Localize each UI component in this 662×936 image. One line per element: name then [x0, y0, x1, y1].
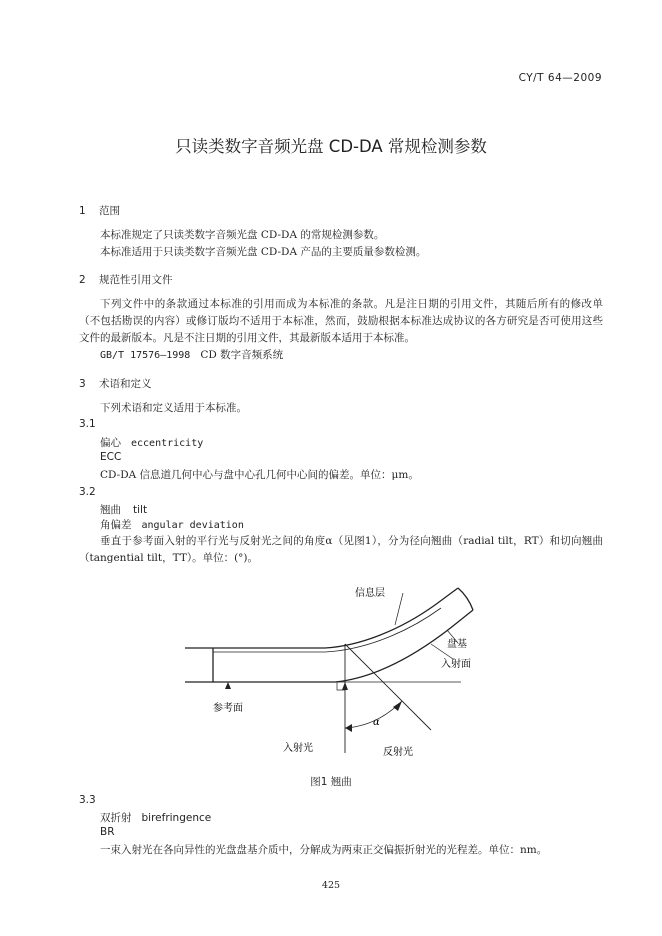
reflected-light-line: [345, 644, 431, 730]
label-info-layer: 信息层: [355, 588, 385, 599]
standard-number: CY/T 64—2009: [518, 72, 602, 84]
term-zh: 偏心: [100, 437, 121, 449]
section-number: 3: [79, 378, 86, 390]
term-3-1-definition: CD-DA 信息道几何中心与盘中心孔几何中心间的偏差。单位：μm。: [100, 469, 419, 481]
incident-arrowhead: [342, 682, 348, 690]
term-en: tilt: [133, 504, 148, 516]
section-1-heading: [79, 203, 120, 218]
alpha-arrowhead: [345, 724, 352, 732]
section-1-line-2: 本标准适用于只读类数字音频光盘 CD-DA 产品的主要质量参数检测。: [100, 246, 427, 258]
label-reflected-light: 反射光: [383, 747, 413, 758]
term-alt-en: angular deviation: [141, 520, 244, 531]
info-layer-leader: [395, 593, 403, 625]
reference-code: GB/T 17576—1998: [100, 350, 191, 361]
figure-caption: 图1 翘曲: [310, 776, 352, 788]
term-3-2-title: [100, 502, 147, 517]
term-3-3-abbr: BR: [100, 826, 115, 838]
section-1-line-1: 本标准规定了只读类数字音频光盘 CD-DA 的常规检测参数。: [100, 229, 385, 241]
section-number: 2: [79, 274, 86, 286]
term-3-3-definition: 一束入射光在各向异性的光盘盘基介质中，分解成为两束正交偏振折射光的光程差。单位：nm。: [100, 844, 548, 856]
disc-top-edge: [185, 588, 458, 648]
term-en: eccentricity: [131, 438, 204, 449]
term-3-1-title: [100, 435, 203, 450]
term-3-3-title: [100, 810, 211, 825]
label-incident-light: 入射光: [283, 743, 313, 754]
section-3-heading: [79, 376, 152, 391]
section-2-paragraph: 下列文件中的条款通过本标准的引用而成为本标准的条款。凡是注日期的引用文件，其随后所有的修改单（不包括勘误的内容）或修订版均不适用于本标准，然而，鼓励根据本标准达成协议的各方研究是否可使用这些文件的最新版本。凡是不注日期的引用文件，其最新版本适用于本标准。: [79, 298, 603, 344]
tilt-figure: [185, 578, 485, 773]
term-en: birefringence: [141, 812, 212, 824]
disc-end-cap: [458, 588, 473, 610]
disc-bottom-edge: [185, 610, 473, 682]
reflected-arrowhead: [393, 701, 402, 711]
label-entry-face: 入射面: [441, 659, 471, 670]
page-number: 425: [321, 880, 341, 891]
normative-reference: [100, 347, 283, 364]
label-substrate: 盘基: [447, 639, 467, 650]
term-3-1-number: 3.1: [79, 418, 96, 430]
term-3-1-abbr: ECC: [100, 451, 122, 463]
section-title: 规范性引用文件: [99, 274, 173, 286]
section-3-intro: 下列术语和定义适用于本标准。: [100, 402, 247, 414]
info-layer-line: [213, 608, 441, 652]
reference-title: CD 数字音频系统: [200, 349, 284, 361]
section-number: 1: [79, 205, 86, 217]
term-3-2-definition: 垂直于参考面入射的平行光与反射光之间的角度α（见图1），分为径向翘曲（radial tilt，RT）和切向翘曲（tangential tilt，TT）。单位：(°)。: [79, 535, 603, 564]
term-zh: 翘曲: [100, 504, 121, 516]
section-2-heading: [79, 272, 173, 287]
page-title: 只读类数字音频光盘 CD-DA 常规检测参数: [175, 137, 487, 156]
label-alpha: α: [373, 717, 380, 728]
term-zh: 双折射: [100, 812, 132, 824]
term-3-3-number: 3.3: [79, 794, 96, 806]
label-reference-plane: 参考面: [213, 703, 243, 714]
term-3-2-alternative: [100, 517, 244, 534]
ref-plane-arrow: [225, 682, 231, 689]
section-title: 术语和定义: [99, 378, 152, 390]
term-3-2-number: 3.2: [79, 486, 96, 498]
section-title: 范围: [99, 205, 120, 217]
term-alt-zh: 角偏差: [100, 519, 132, 531]
